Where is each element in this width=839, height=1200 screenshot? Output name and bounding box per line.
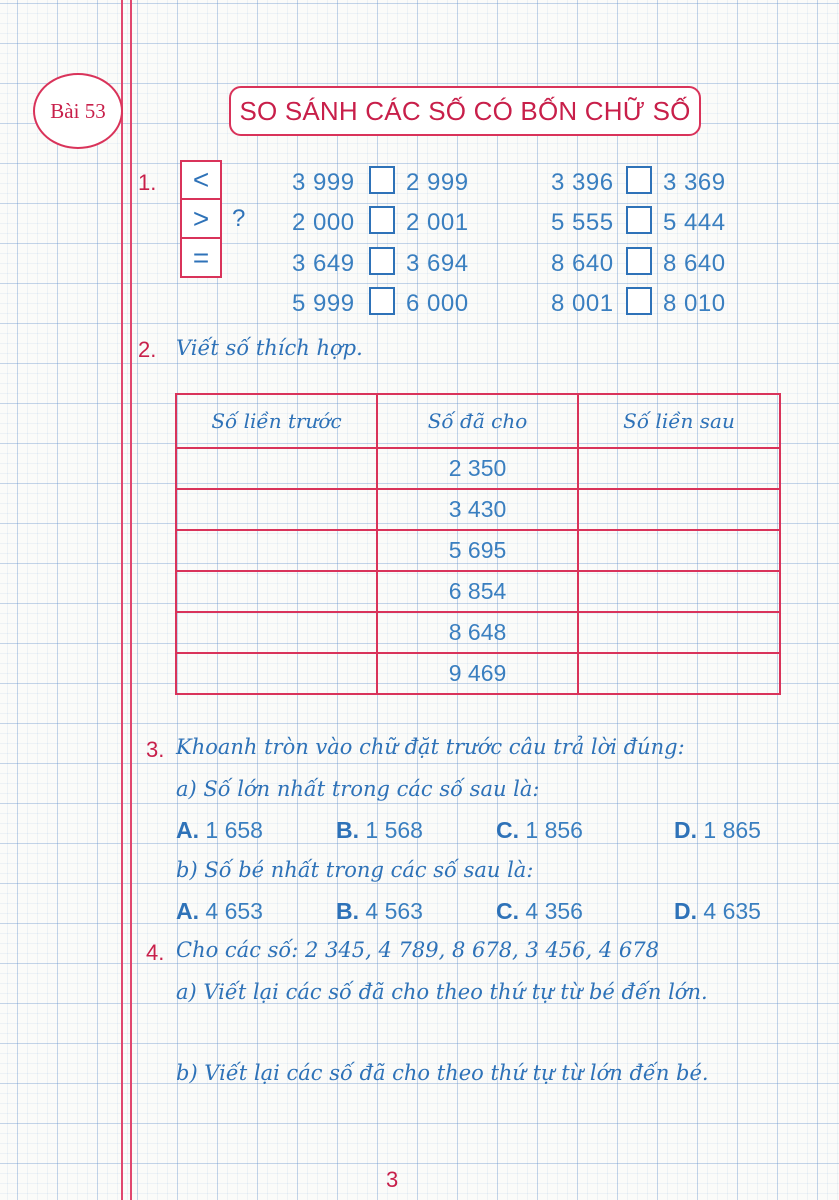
option-b1[interactable]: [336, 817, 423, 844]
option-value: 1 865: [703, 817, 761, 843]
option-letter: B.: [336, 898, 359, 924]
compare-right-number: 8 640: [663, 250, 726, 277]
option-letter: A.: [176, 817, 199, 843]
compare-right-number: 8 010: [663, 290, 726, 317]
exercise-2-instruction: Viết số thích hợp.: [176, 336, 363, 360]
exercise-3-part-b: b) Số bé nhất trong các số sau là:: [176, 858, 534, 882]
previous-number-cell[interactable]: [176, 612, 377, 653]
option-value: 4 635: [703, 898, 761, 924]
exercise-1-number: 1.: [138, 170, 157, 195]
option-c2[interactable]: [496, 898, 583, 925]
exercise-4-instruction: Cho các số: 2 345, 4 789, 8 678, 3 456, 4 678: [176, 938, 659, 962]
compare-answer-box[interactable]: [369, 287, 395, 315]
option-c1[interactable]: [496, 817, 583, 844]
exercise-3-number: 3.: [146, 737, 165, 762]
option-letter: C.: [496, 898, 519, 924]
compare-answer-box[interactable]: [369, 206, 395, 234]
table-row: [176, 489, 780, 530]
option-b2[interactable]: [336, 898, 423, 925]
given-number-cell: 9 469: [377, 653, 578, 694]
header-previous-number: Số liền trước: [176, 394, 377, 448]
next-number-cell[interactable]: [578, 489, 780, 530]
next-number-cell[interactable]: [578, 612, 780, 653]
compare-answer-box[interactable]: [626, 206, 652, 234]
option-letter: A.: [176, 898, 199, 924]
compare-right-number: 5 444: [663, 209, 726, 236]
compare-answer-box[interactable]: [626, 247, 652, 275]
compare-left-number: 2 000: [292, 209, 355, 236]
table-row: [176, 653, 780, 694]
compare-left-number: 8 640: [551, 250, 614, 277]
sign-less-than: <: [180, 160, 222, 200]
exercise-3-instruction: Khoanh tròn vào chữ đặt trước câu trả lời đúng:: [176, 735, 685, 759]
previous-number-cell[interactable]: [176, 448, 377, 489]
sign-equal: =: [180, 239, 222, 278]
compare-left-number: 5 999: [292, 290, 355, 317]
previous-number-cell[interactable]: [176, 530, 377, 571]
given-number-cell: 5 695: [377, 530, 578, 571]
compare-left-number: 8 001: [551, 290, 614, 317]
number-table: [175, 393, 781, 695]
compare-left-number: 5 555: [551, 209, 614, 236]
header-given-number: Số đã cho: [377, 394, 578, 448]
table-row: [176, 571, 780, 612]
header-next-number: Số liền sau: [578, 394, 780, 448]
next-number-cell[interactable]: [578, 530, 780, 571]
exercise-3-part-a: a) Số lớn nhất trong các số sau là:: [176, 777, 540, 801]
next-number-cell[interactable]: [578, 448, 780, 489]
compare-right-number: 2 999: [406, 169, 469, 196]
page-number: 3: [386, 1167, 399, 1192]
question-mark: ?: [232, 205, 246, 232]
previous-number-cell[interactable]: [176, 489, 377, 530]
compare-left-number: 3 649: [292, 250, 355, 277]
given-number-cell: 2 350: [377, 448, 578, 489]
option-d1[interactable]: [674, 817, 761, 844]
compare-right-number: 6 000: [406, 290, 469, 317]
option-letter: B.: [336, 817, 359, 843]
compare-right-number: 3 369: [663, 169, 726, 196]
previous-number-cell[interactable]: [176, 571, 377, 612]
page-title: SO SÁNH CÁC SỐ CÓ BỐN CHỮ SỐ: [229, 86, 701, 136]
option-d2[interactable]: [674, 898, 761, 925]
compare-left-number: 3 396: [551, 169, 614, 196]
sign-greater-than: >: [180, 200, 222, 239]
option-letter: C.: [496, 817, 519, 843]
previous-number-cell[interactable]: [176, 653, 377, 694]
margin-line-left: [121, 0, 123, 1200]
option-value: 4 653: [205, 898, 263, 924]
table-header-row: [176, 394, 780, 448]
next-number-cell[interactable]: [578, 653, 780, 694]
margin-line-right: [130, 0, 132, 1200]
next-number-cell[interactable]: [578, 571, 780, 612]
table-row: [176, 448, 780, 489]
option-a2[interactable]: [176, 898, 263, 925]
option-a1[interactable]: [176, 817, 263, 844]
compare-answer-box[interactable]: [369, 247, 395, 275]
lesson-badge: Bài 53: [33, 73, 123, 149]
compare-answer-box[interactable]: [626, 287, 652, 315]
option-value: 4 356: [525, 898, 583, 924]
compare-right-number: 3 694: [406, 250, 469, 277]
exercise-4-part-b: b) Viết lại các số đã cho theo thứ tự từ lớn đến bé.: [176, 1061, 709, 1085]
compare-answer-box[interactable]: [369, 166, 395, 194]
given-number-cell: 8 648: [377, 612, 578, 653]
compare-left-number: 3 999: [292, 169, 355, 196]
given-number-cell: 3 430: [377, 489, 578, 530]
option-letter: D.: [674, 898, 697, 924]
exercise-4-number: 4.: [146, 940, 165, 965]
table-row: [176, 612, 780, 653]
option-value: 1 658: [205, 817, 263, 843]
option-value: 1 568: [365, 817, 423, 843]
compare-right-number: 2 001: [406, 209, 469, 236]
exercise-4-part-a: a) Viết lại các số đã cho theo thứ tự từ bé đến lớn.: [176, 980, 708, 1004]
option-value: 1 856: [525, 817, 583, 843]
option-value: 4 563: [365, 898, 423, 924]
exercise-2-number: 2.: [138, 337, 157, 362]
given-number-cell: 6 854: [377, 571, 578, 612]
compare-answer-box[interactable]: [626, 166, 652, 194]
option-letter: D.: [674, 817, 697, 843]
table-row: [176, 530, 780, 571]
